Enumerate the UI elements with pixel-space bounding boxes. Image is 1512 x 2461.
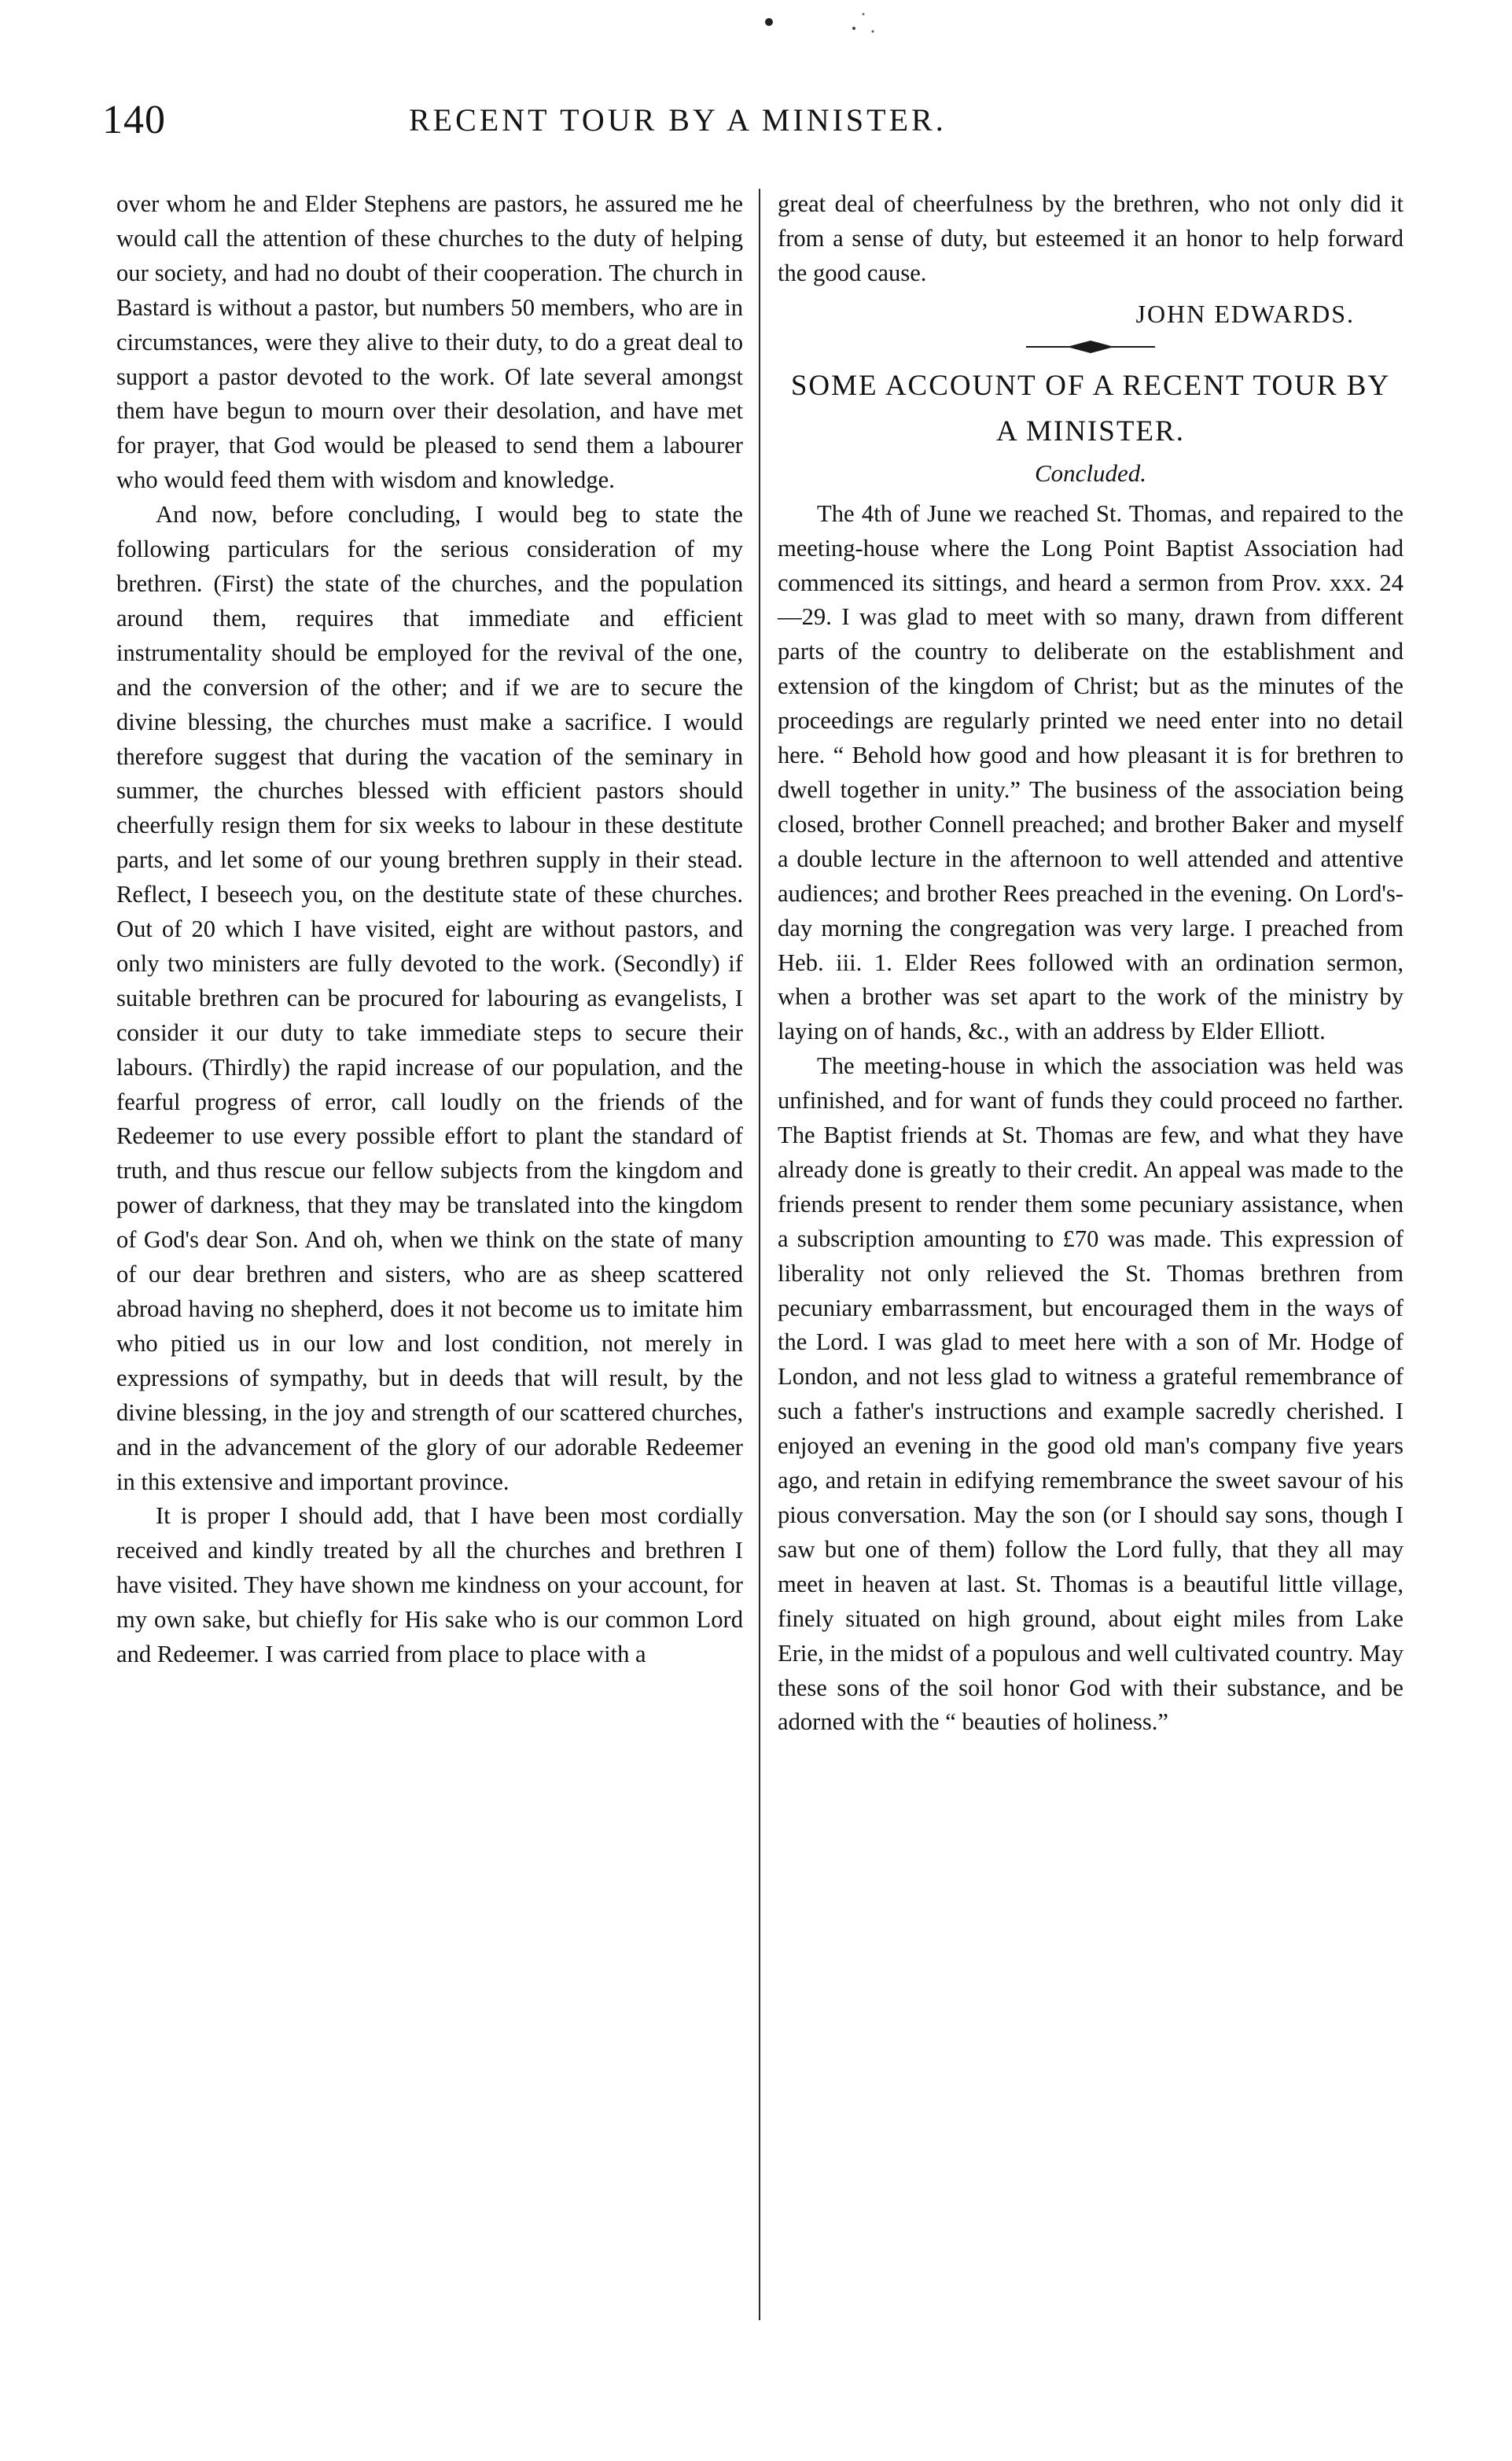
right-column xyxy=(778,187,1403,1740)
paragraph-acknowledgement: It is proper I should add, that I have been most cordially received and kindly treated by all the churches and brethren I have visited. They have shown me kindness on your account, for my own sake, but chiefly for His sake who is our common Lord and Redeemer. I was carried from place to place with a xyxy=(116,1502,743,1668)
left-column xyxy=(116,187,743,1672)
paragraph-meeting-house: The meeting-house in which the association was held was unfinished, and for want of funds they could proceed no farther. The Baptist friends at St. Thomas are few, and what they have already done is greatly to their credit. An appeal was made to the friends present to render them some pecuniary assistance, when a subscription amounting to £70 was made. This expression of liberality not only relieved the St. Thomas brethren from pecuniary embarrassment, but encouraged them in the ways of the Lord. I was glad to meet here with a son of Mr. Hodge of London, and not less glad to witness a grateful remembrance of such a father's instructions and example sacredly cherished. I enjoyed an evening in the good old man's company five years ago, and retain in edifying remembrance the sweet savour of his pious conversation. May the son (or I should say sons, though I saw but one of them) follow the Lord fully, that they all may meet in heaven at last. St. Thomas is a beautiful little village, finely situated on high ground, about eight miles from Lake Erie, in the midst of a populous and well cultivated country. May these sons of the soil honor God with their substance, and be adorned with the “ beauties of holiness.” xyxy=(778,1052,1403,1736)
running-title: RECENT TOUR BY A MINISTER. xyxy=(409,102,947,138)
paragraph-recommendations: And now, before concluding, I would beg to state the following particulars for the serious consideration of my brethren. (First) the state of the churches, and the population around them, requires that immediate and efficient instrumentality should be employed for the revival of the one, and the conversion of the other; and if we are to secure the divine blessing, the churches must make a sacrifice. I would therefore suggest that during the vacation of the seminary in summer, the churches blessed with efficient pastors should cheerfully resign them for six weeks to labour in these destitute parts, and let some of our young brethren supply in their stead. Reflect, I beseech you, on the destitute state of these churches. Out of 20 which I have visited, eight are without pastors, and only two ministers are fully devoted to the work. (Secondly) if suitable brethren can be procured for labouring as evangelists, I consider it our duty to take immediate steps to secure their labours. (Thirdly) the rapid increase of our population, and the fearful progress of error, call loudly on the friends of the Redeemer to use every possible effort to plant the standard of truth, and thus rescue our fellow subjects from the kingdom and power of darkness, that they may be translated into the kingdom of God's dear Son. And oh, when we think on the state of many of our dear brethren and sisters, who are as sheep scattered abroad having no shepherd, does it not become us to imitate him who pitied us in our low and lost condition, not merely in expressions of sympathy, but in deeds that will result, by the divine blessing, in the joy and strength of our scattered churches, and in the advancement of the glory of our adorable Redeemer in this extensive and important province. xyxy=(116,501,743,1495)
page-number: 140 xyxy=(102,98,166,142)
paragraph-association: The 4th of June we reached St. Thomas, and repaired to the meeting-house where the Long Point Baptist Association had commenced its sittings, and heard a sermon from Prov. xxx. 24—29. I was glad to meet with so many, drawn from different parts of the country to deliberate on the establishment and extension of the kingdom of Christ; but as the minutes of the proceedings are regularly printed we need enter into no detail here. “ Behold how good and how pleasant it is for brethren to dwell together in unity.” The business of the association being closed, brother Connell preached; and brother Baker and myself a double lecture in the afternoon to well attended and attentive audiences; and brother Rees preached in the evening. On Lord's-day morning the congregation was very large. I preached from Heb. iii. 1. Elder Rees followed with an ordination sermon, when a brother was set apart to the work of the ministry by laying on of hands, &c., with an address by Elder Elliott. xyxy=(778,499,1403,1045)
author-signature: JOHN EDWARDS. xyxy=(1135,299,1355,328)
page-header xyxy=(102,93,1412,148)
paragraph-continuation: over whom he and Elder Stephens are pastors, he assured me he would call the attention of these churches to the duty of helping our society, and had no doubt of their cooperation. The church in Bastard is without a pastor, but numbers 50 members, who are in circumstances, were they alive to their duty, to do a great deal to support a pastor devoted to the work. Of late several amongst them have begun to mourn over their desolation, and have met for prayer, that God would be pleased to send them a labourer who would feed them with wisdom and knowledge. xyxy=(116,190,743,494)
paragraph-continuation-right: great deal of cheerfulness by the brethren, who not only did it from a sense of duty, but esteemed it an honor to help forward the good cause. xyxy=(778,190,1403,286)
article-subtitle: Concluded. xyxy=(1034,459,1147,487)
ink-specks xyxy=(739,5,896,36)
ornament-divider-icon xyxy=(1020,337,1161,357)
article-title: SOME ACCOUNT OF A RECENT TOUR BY A MINISTER. xyxy=(790,369,1391,448)
column-divider xyxy=(759,189,760,2320)
